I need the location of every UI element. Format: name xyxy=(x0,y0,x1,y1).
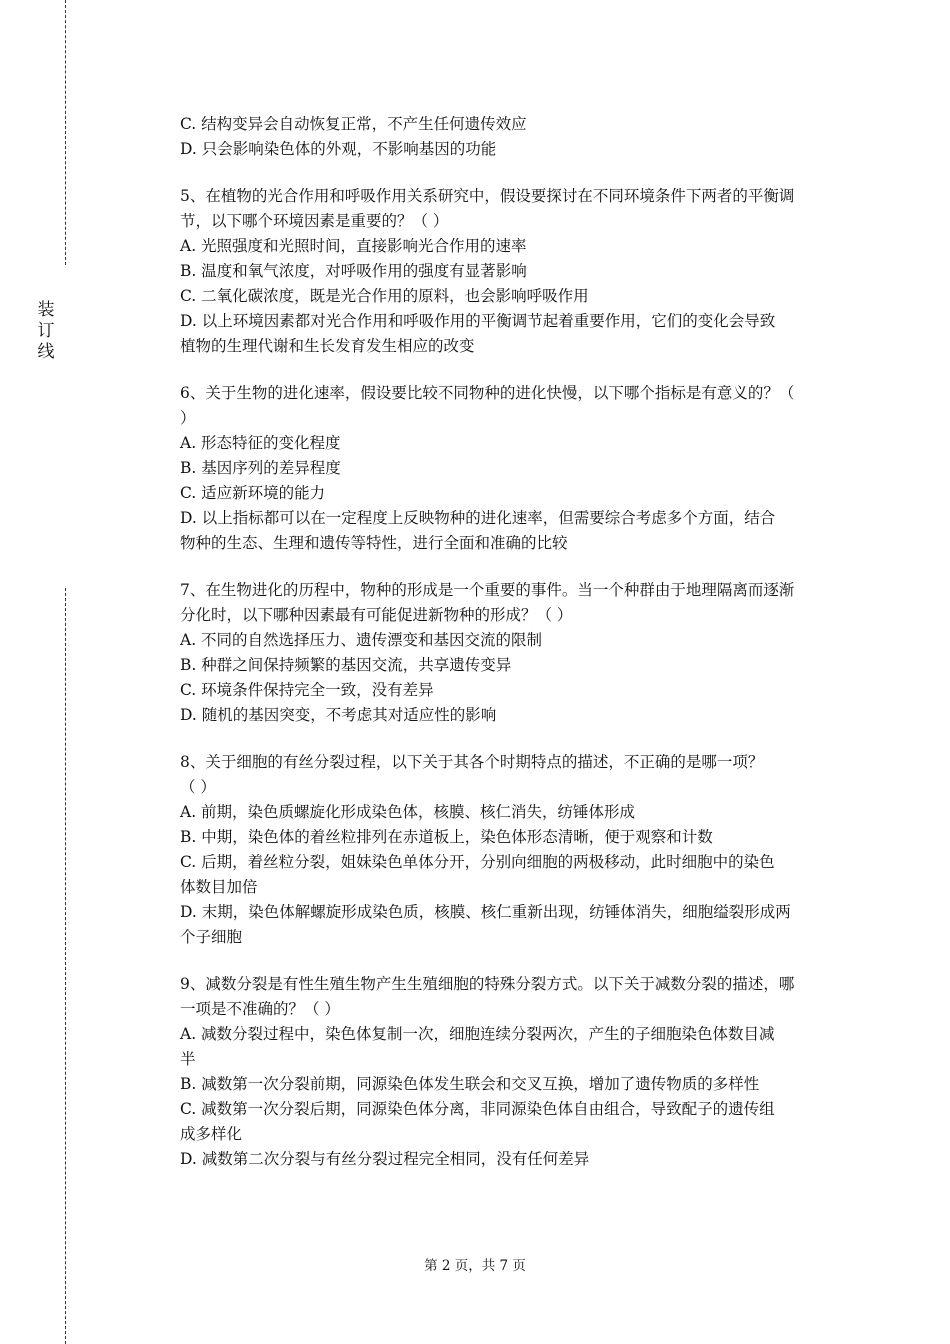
question-stem-line: （ ） xyxy=(180,778,216,796)
option-line: D. 以上指标都可以在一定程度上反映物种的进化速率，但需要综合考虑多个方面，结合 xyxy=(180,509,776,527)
option-line: C. 适应新环境的能力 xyxy=(180,484,326,502)
question-stem-line: 分化时，以下哪种因素最有可能促进新物种的形成？（ ） xyxy=(180,606,573,624)
option-line: C. 减数第一次分裂后期，同源染色体分离，非同源染色体自由组合，导致配子的遗传组 xyxy=(180,1100,775,1118)
question-stem-line: ） xyxy=(180,409,196,427)
exam-content xyxy=(180,112,840,1172)
question-stem-line: 7、在生物进化的历程中，物种的形成是一个重要的事件。当一个种群由于地理隔离而逐渐 xyxy=(180,581,795,599)
option-line: B. 基因序列的差异程度 xyxy=(180,459,341,477)
binding-label-char: 订 xyxy=(37,321,55,341)
option-line: 成多样化 xyxy=(180,1125,243,1143)
continued-options xyxy=(180,112,840,162)
option-line: 植物的生理代谢和生长发育发生相应的改变 xyxy=(180,337,475,355)
option-line: A. 不同的自然选择压力、遗传漂变和基因交流的限制 xyxy=(180,631,543,649)
option-line: 体数目加倍 xyxy=(180,878,258,896)
option-line: C. 二氧化碳浓度，既是光合作用的原料，也会影响呼吸作用 xyxy=(180,287,589,305)
option-line: B. 种群之间保持频繁的基因交流，共享遗传变异 xyxy=(180,656,512,674)
binding-line-top xyxy=(65,0,66,265)
question-stem-line: 节，以下哪个环境因素是重要的？（ ） xyxy=(180,212,449,230)
question-stem-line: 8、关于细胞的有丝分裂过程，以下关于其各个时期特点的描述，不正确的是哪一项？ xyxy=(180,753,764,771)
question-stem-line: 一项是不准确的？（ ） xyxy=(180,1000,340,1018)
page-footer xyxy=(0,1256,950,1276)
binding-label-char: 线 xyxy=(37,342,55,362)
binding-line-bottom xyxy=(65,588,66,1344)
page-number: 第 2 页，共 7 页 xyxy=(424,1258,526,1274)
question-stem-line: 6、关于生物的进化速率，假设要比较不同物种的进化快慢，以下哪个指标是有意义的？（ xyxy=(180,384,795,402)
option-line: D. 末期，染色体解螺旋形成染色质，核膜、核仁重新出现，纺锤体消失，细胞缢裂形成两 xyxy=(180,903,791,921)
question-9 xyxy=(180,972,840,1172)
option-line: B. 温度和氧气浓度，对呼吸作用的强度有显著影响 xyxy=(180,262,527,280)
question-8 xyxy=(180,750,840,950)
option-line: C. 结构变异会自动恢复正常，不产生任何遗传效应 xyxy=(180,115,527,133)
option-line: 物种的生态、生理和遗传等特性，进行全面和准确的比较 xyxy=(180,534,568,552)
binding-label xyxy=(34,300,58,363)
option-line: D. 只会影响染色体的外观，不影响基因的功能 xyxy=(180,140,497,158)
question-6 xyxy=(180,381,840,556)
option-line: B. 减数第一次分裂前期，同源染色体发生联会和交叉互换，增加了遗传物质的多样性 xyxy=(180,1075,760,1093)
question-5 xyxy=(180,184,840,359)
question-stem-line: 5、在植物的光合作用和呼吸作用关系研究中，假设要探讨在不同环境条件下两者的平衡调 xyxy=(180,187,795,205)
option-line: B. 中期，染色体的着丝粒排列在赤道板上，染色体形态清晰，便于观察和计数 xyxy=(180,828,713,846)
option-line: D. 减数第二次分裂与有丝分裂过程完全相同，没有任何差异 xyxy=(180,1150,590,1168)
option-line: D. 随机的基因突变，不考虑其对适应性的影响 xyxy=(180,706,497,724)
option-line: A. 减数分裂过程中，染色体复制一次，细胞连续分裂两次，产生的子细胞染色体数目减 xyxy=(180,1025,775,1043)
option-line: 个子细胞 xyxy=(180,928,243,946)
option-line: C. 环境条件保持完全一致，没有差异 xyxy=(180,681,434,699)
option-line: 半 xyxy=(180,1050,196,1068)
option-line: A. 形态特征的变化程度 xyxy=(180,434,341,452)
option-line: C. 后期，着丝粒分裂，姐妹染色单体分开，分别向细胞的两极移动，此时细胞中的染色 xyxy=(180,853,775,871)
question-stem-line: 9、减数分裂是有性生殖生物产生生殖细胞的特殊分裂方式。以下关于减数分裂的描述，哪 xyxy=(180,975,795,993)
binding-label-char: 装 xyxy=(37,300,55,320)
option-line: A. 光照强度和光照时间，直接影响光合作用的速率 xyxy=(180,237,527,255)
option-line: D. 以上环境因素都对光合作用和呼吸作用的平衡调节起着重要作用，它们的变化会导致 xyxy=(180,312,776,330)
question-7 xyxy=(180,578,840,728)
option-line: A. 前期，染色质螺旋化形成染色体，核膜、核仁消失，纺锤体形成 xyxy=(180,803,636,821)
